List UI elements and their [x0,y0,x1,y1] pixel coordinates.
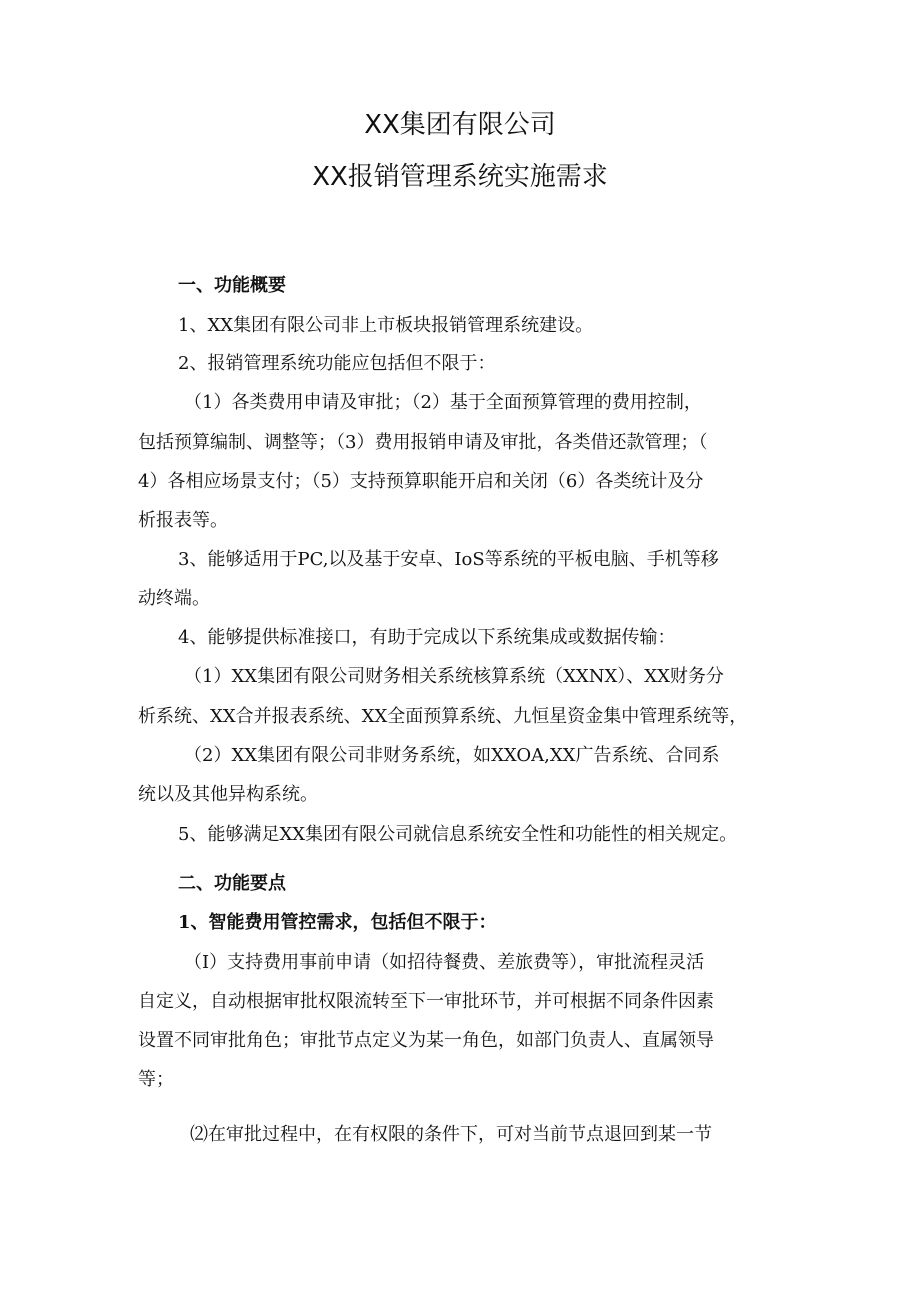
title-document: XX报销管理系统实施需求 [312,162,608,192]
document-page: XX集团有限公司 XX报销管理系统实施需求 一、功能概要 1、XX集团有限公司非上市板块报销管理系统建设。 2、报销管理系统功能应包括但不限于： （1）各类费用申请及审批；（2）基于全面预算管理的费用控制， 包括预算编制、调整等；（3）费用报销申请及审批，各类借还款管理；（ 4）各相应场景支付；（5）支持预算职能开启和关闭（6）各类统计及分 析报表等。 3、能够适用于PC,以及基于安卓、IoS等系统的平板电脑、手机等移 动终端。 4、能够提供标准接口，有助于完成以下系统集成或数据传输： （1）XX集团有限公司财务相关系统核算系统（XXNX）、XX财务分 析系统、XX合并报表系统、XX全面预算系统、九恒星资金集中管理系统等， （2）XX集团有限公司非财务系统，如XXOA,XX广告系统、合同系 统以及其他异构系统。 5、能够满足XX集团有限公司就信息系统安全性和功能性的相关规定。 二、功能要点 1、智能费用管控需求，包括但不限于： （I）支持费用事前申请（如招待餐费、差旅费等），审批流程灵活 自定义，自动根据审批权限流转至下一审批环节，并可根据不同条件因素 设置不同审批角色；审批节点定义为某一角色，如部门负责人、直属领导 等； ⑵在审批过程中，在有权限的条件下，可对当前节点退回到某一节 [0,0,920,1301]
title-company: XX集团有限公司 [364,110,556,140]
